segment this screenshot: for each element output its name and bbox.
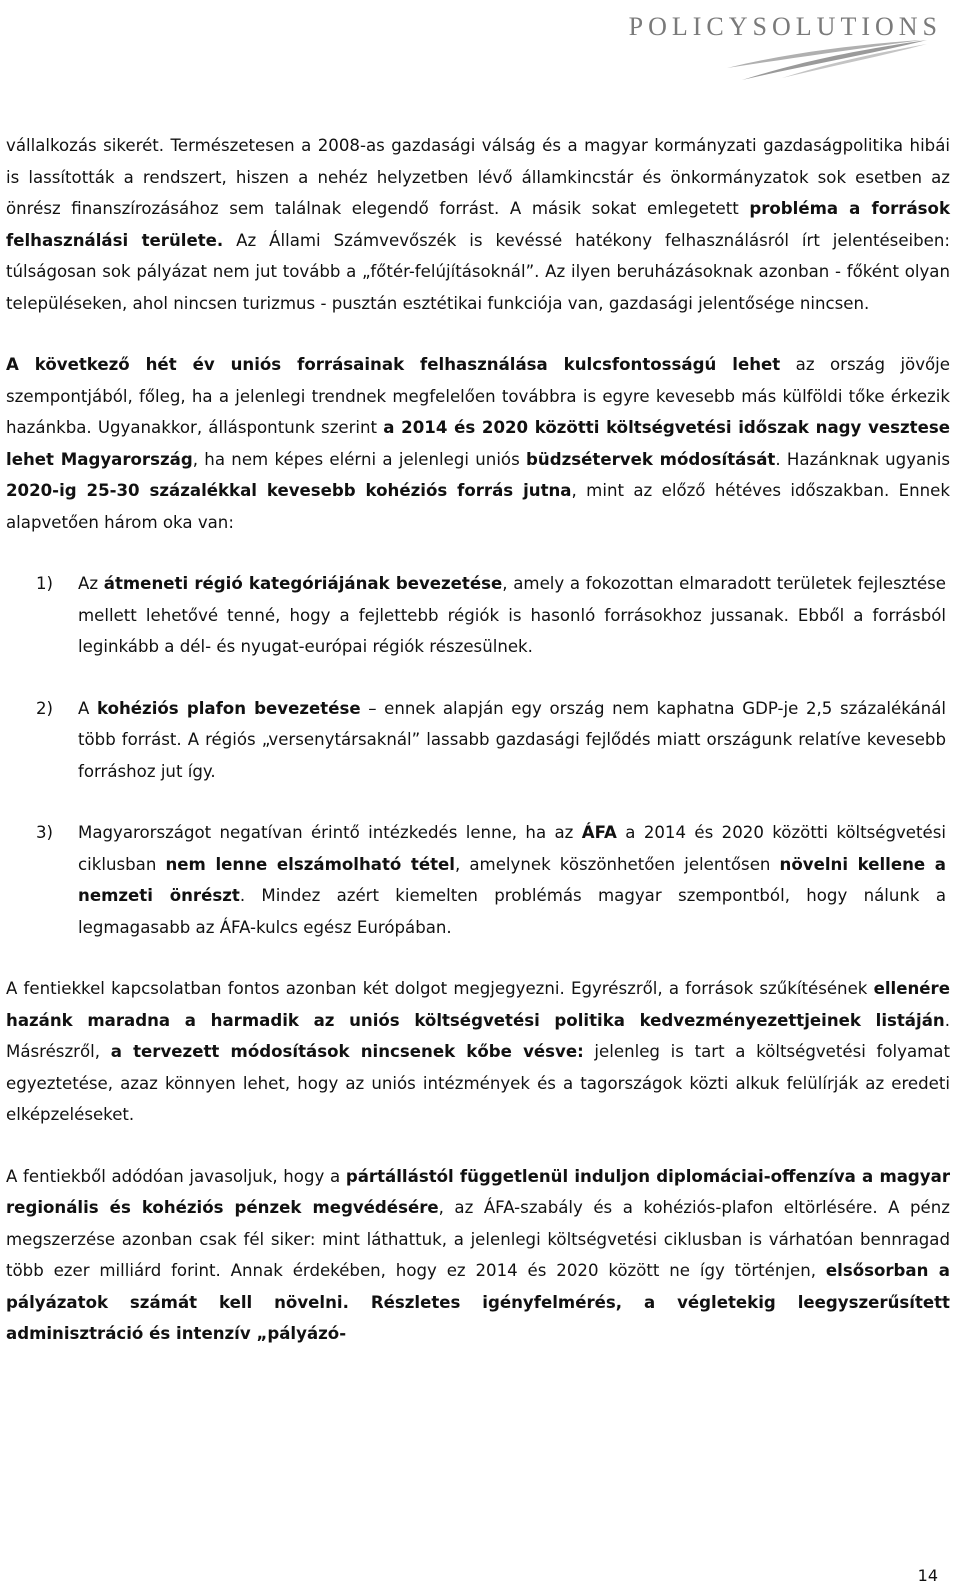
reasons-list	[6, 568, 950, 943]
text-run: az ország jövője szempontjából, főleg, ha a jelenlegi trendnek megfelelően továbbra is egyre kevesebb más külföldi tőke érkezik hazánkba. Ugyanakkor, álláspontunk szerint	[6, 355, 951, 437]
list-text: A kohéziós plafon bevezetése – ennek alapján egy ország nem kaphatna GDP-je 2,5 százalékánál több forrást. A régiós „versenytársaknál” lassabb gazdasági fejlődés miatt országunk relatíve kevesebb forráshoz jut így.	[78, 698, 946, 781]
bold-run: elsősorban a pályázatok számát kell növelni. Részletes igényfelmérés, a végletekig leegyszerűsített adminisztráció és intenzív „pályázó-	[6, 1261, 951, 1343]
page-number: 14	[917, 1566, 938, 1585]
bold-run: ellenére hazánk maradna a harmadik az uniós költségvetési politika kedvezményezettjeinek listáján	[6, 979, 950, 1030]
text-run: A fentiekből adódóan javasoljuk, hogy a	[6, 1166, 346, 1186]
text-run: , ha nem képes elérni a jelenlegi uniós	[192, 449, 527, 469]
text-run: A fentiekkel kapcsolatban fontos azonban két dolgot megjegyezni. Egyrészről, a források szűkítésének	[6, 979, 874, 998]
text-run: jelenleg is tart a költségvetési folyamat egyeztetése, azaz könnyen lehet, hogy az uniós intézmények és a tagországok közti alkuk felülírják az eredeti elképzeléseket.	[6, 1042, 950, 1124]
bold-run: büdzsétervek módosítását	[526, 449, 776, 469]
bold-run: pártállástól függetlenül induljon diplomáciai-offenzíva a magyar regionális és kohéziós pénzek megvédésére	[6, 1166, 951, 1217]
text-run: , az ÁFA-szabály és a kohéziós-plafon eltörlésére. A pénz megszerzése azonban csak fél siker: mint láthattuk, a jelenlegi költségvetési ciklusban is várhatóan bennragad több ezer milliárd forint. Annak érdekében, hogy ez 2014 és 2020 között ne így történjen,	[6, 1198, 950, 1280]
brand-wordmark: POLICYSOLUTIONS	[628, 12, 942, 41]
list-number: 1)	[36, 574, 54, 593]
page-header	[602, 8, 942, 78]
list-number: 2)	[36, 698, 54, 718]
bold-run: a 2014 és 2020 közötti költségvetési időszak nagy vesztese lehet Magyarország	[6, 418, 950, 469]
text-run: vállalkozás sikerét. Természetesen a 2008-as gazdasági válság és a magyar kormányzati gazdaságpolitika hibái is lassították a rendszert, hiszen a nehéz helyzetben lévő államkincstár és önkormányzatok sok esetben az önrész finanszírozásához sem találnak elegendő forrást. A másik sokat emlegetett	[6, 136, 950, 218]
bold-run: probléma a források felhasználási területe.	[6, 199, 950, 250]
bold-run: a tervezett módosítások nincsenek kőbe vésve:	[110, 1042, 584, 1061]
text-run: , mint az előző hétéves időszakban. Ennek alapvetően három oka van:	[6, 481, 950, 532]
list-item	[6, 568, 950, 663]
swoosh-logo-icon	[722, 38, 932, 82]
text-run: . Másrészről,	[6, 1010, 950, 1061]
paragraph-2	[6, 349, 950, 538]
list-number: 3)	[36, 823, 54, 842]
list-item	[6, 693, 950, 788]
paragraph-1	[6, 130, 950, 319]
list-item	[6, 817, 950, 943]
paragraph-4	[6, 1161, 950, 1350]
bold-run: 2020-ig 25-30 százalékkal kevesebb kohéziós forrás jutna	[6, 481, 572, 500]
document-body	[6, 130, 950, 1350]
bold-run: A következő hét év uniós forrásainak felhasználása kulcsfontosságú lehet	[6, 355, 781, 374]
text-run: . Hazánknak ugyanis	[775, 449, 950, 469]
paragraph-3	[6, 973, 950, 1131]
list-text: Magyarországot negatívan érintő intézkedés lenne, ha az ÁFA a 2014 és 2020 közötti költségvetési ciklusban nem lenne elszámolható tétel, amelynek köszönhetően jelentősen növelni kellene a nemzeti önrészt. Mindez azért kiemelten problémás magyar szempontból, hogy nálunk a legmagasabb az ÁFA-kulcs egész Európában.	[78, 823, 947, 937]
text-run: Az Állami Számvevőszék is kevéssé hatékony felhasználásról írt jelentéseiben: túlságosan sok pályázat nem jut tovább a „főtér-felújításoknál”. Az ilyen beruházásoknak azonban - főként olyan településeken, ahol nincsen turizmus - pusztán esztétikai funkciója van, gazdasági jelentősége nincsen.	[6, 230, 950, 313]
list-text: Az átmeneti régió kategóriájának bevezetése, amely a fokozottan elmaradott területek fejlesztése mellett lehetővé tenné, hogy a fejlettebb régiók is hasonló forrásokhoz jussanak. Ebből a forrásból leginkább a dél- és nyugat-európai régiók részesülnek.	[78, 574, 947, 656]
